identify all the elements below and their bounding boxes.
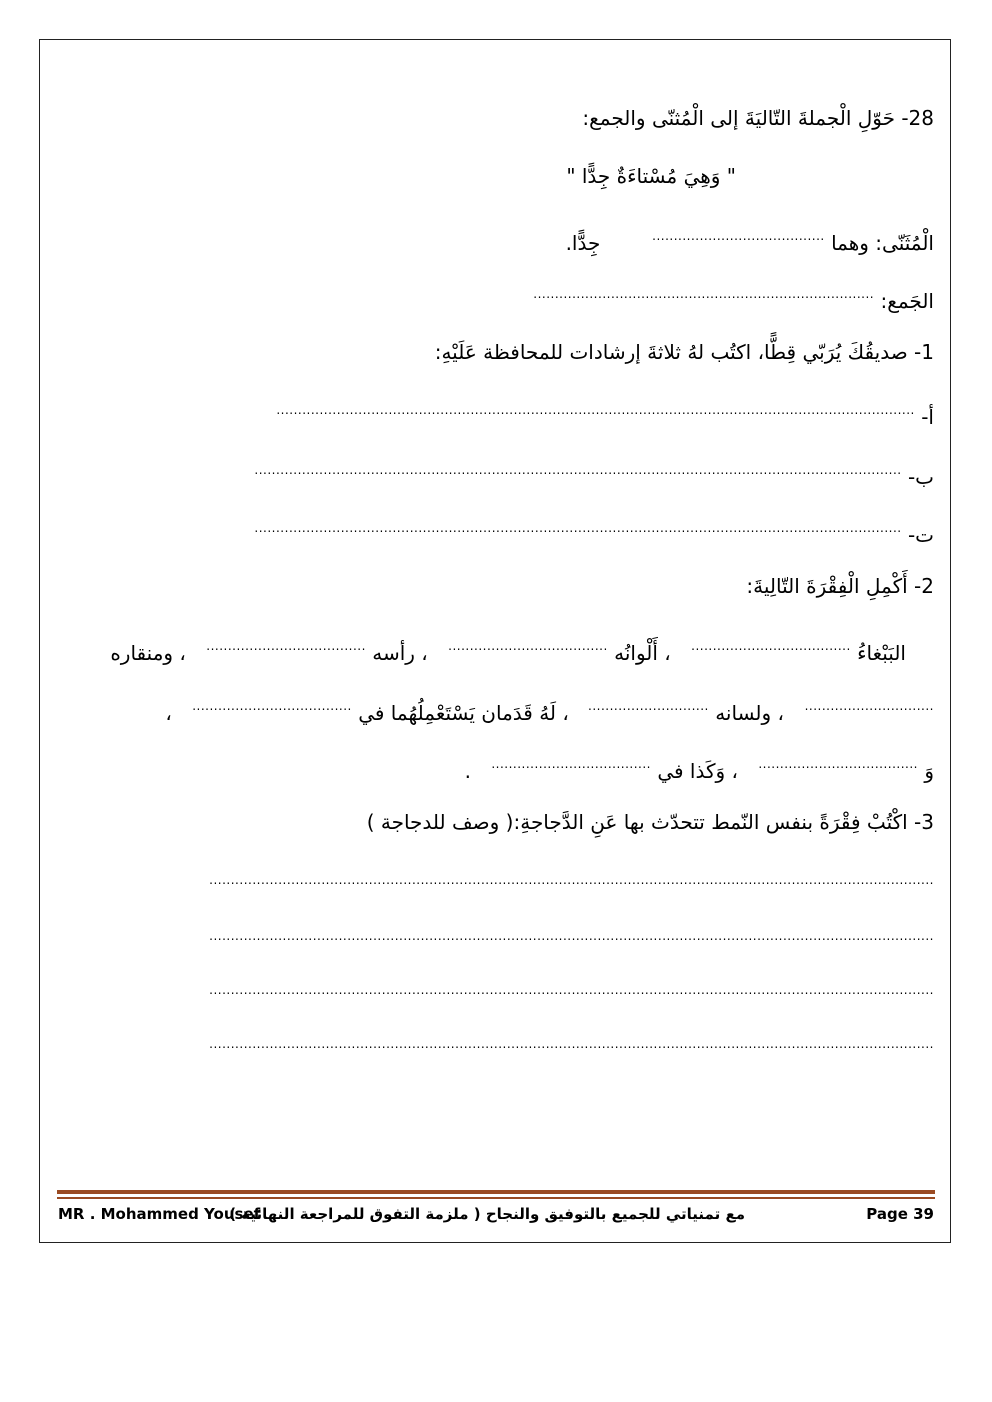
q3-line-1 <box>66 866 934 901</box>
q28-plural-line <box>434 280 934 315</box>
footer-page-number: Page 39 <box>866 1205 934 1223</box>
q1-item-t-label: ت- <box>907 523 934 547</box>
q2-l1-w1: البَبْغاءُ <box>857 641 906 665</box>
q2-l3-blank2[interactable]: ..................................... <box>491 757 651 771</box>
q2-l1-w2: ، أَلْوانُه <box>614 641 671 665</box>
q2-l2-w3: ، <box>165 701 172 725</box>
q2-l1-blank3[interactable]: ..................................... <box>206 639 366 653</box>
q1-title: 1- صديقُكَ يُرَبّي قِطًّا، اكتُب لهُ ثلاثةَ إرشادات للمحافظة عَلَيْهِ: <box>434 340 934 364</box>
q1-item-b-label: ب- <box>907 465 934 489</box>
q2-l3-blank1[interactable]: ..................................... <box>758 757 918 771</box>
q28-dual-line <box>566 222 934 257</box>
q28-dual-end: جِدًّا. <box>565 231 601 255</box>
q2-line1 <box>110 632 906 667</box>
q3-blank-3[interactable]: ........................................................................................................................................................................ <box>209 983 934 997</box>
q2-line3 <box>465 750 934 785</box>
q1-item-b <box>94 456 934 491</box>
q3-blank-2[interactable]: ........................................................................................................................................................................ <box>209 929 934 943</box>
q2-l3-w1: وَ <box>924 759 934 783</box>
q2-l2-blank2[interactable]: ............................ <box>588 699 709 713</box>
q2-l2-blank1[interactable]: .............................. <box>804 699 934 713</box>
q2-title: 2- أَكْمِلِ الْفِقْرَةَ التّالِيةَ: <box>746 574 934 598</box>
q1-item-a-label: أ- <box>921 405 934 429</box>
q2-l1-w3: ، رأسه <box>372 641 428 665</box>
q28-title: 28- حَوّلِ الْجملةَ التّاليَةَ إلى الْمُثنّى والجمع: <box>582 106 934 130</box>
footer-wishes: مع تمنياتي للجميع بالتوفيق والنجاح ( ملزمة التفوق للمراجعة النهائية ) <box>229 1205 745 1223</box>
q3-blank-4[interactable]: ........................................................................................................................................................................ <box>209 1037 934 1051</box>
q3-title: 3- اكْتُبْ فِقْرَةً بنفس النّمط تتحدّث بها عَنِ الدَّجاجةِ:( وصف للدجاجة ) <box>366 810 934 834</box>
q2-l3-w3: . <box>464 759 471 783</box>
q28-dual-blank[interactable]: ........................................ <box>652 229 825 243</box>
q2-l1-blank2[interactable]: ..................................... <box>448 639 608 653</box>
q1-item-a-blank[interactable]: .................................................................................................................................................... <box>276 403 915 417</box>
q28-dual-label: الْمُثَنّى: وهما <box>831 231 934 255</box>
q28-plural-blank[interactable]: ............................................................................... <box>533 287 875 301</box>
q3-blank-1[interactable]: ........................................................................................................................................................................ <box>209 873 934 887</box>
q2-l1-w4: ، ومنقاره <box>110 641 186 665</box>
q2-l2-w1: ، ولسانه <box>715 701 784 725</box>
footer-author: MR . Mohammed Yousef <box>58 1205 261 1223</box>
q2-l1-blank1[interactable]: ..................................... <box>691 639 851 653</box>
q1-item-t <box>94 514 934 549</box>
q2-l3-w2: ، وَكَذا في <box>657 759 738 783</box>
q1-item-b-blank[interactable]: ...................................................................................................................................................... <box>254 463 902 477</box>
q2-l2-blank3[interactable]: ..................................... <box>192 699 352 713</box>
q1-item-a <box>109 396 934 431</box>
q3-line-3 <box>66 976 934 1011</box>
q2-line2 <box>165 692 934 727</box>
q3-line-2 <box>66 922 934 957</box>
q3-line-4 <box>66 1030 934 1065</box>
q28-sentence: " وَهِيَ مُسْتاءَةٌ جِدًّا " <box>566 164 736 188</box>
q28-plural-label: الجَمع: <box>880 289 934 313</box>
q1-item-t-blank[interactable]: ...................................................................................................................................................... <box>254 521 902 535</box>
q2-l2-w2: ، لَهُ قَدَمان يَسْتَعْمِلُهُما في <box>358 701 569 725</box>
footer-separator-thin <box>57 1197 935 1199</box>
footer-separator-thick <box>57 1190 935 1194</box>
